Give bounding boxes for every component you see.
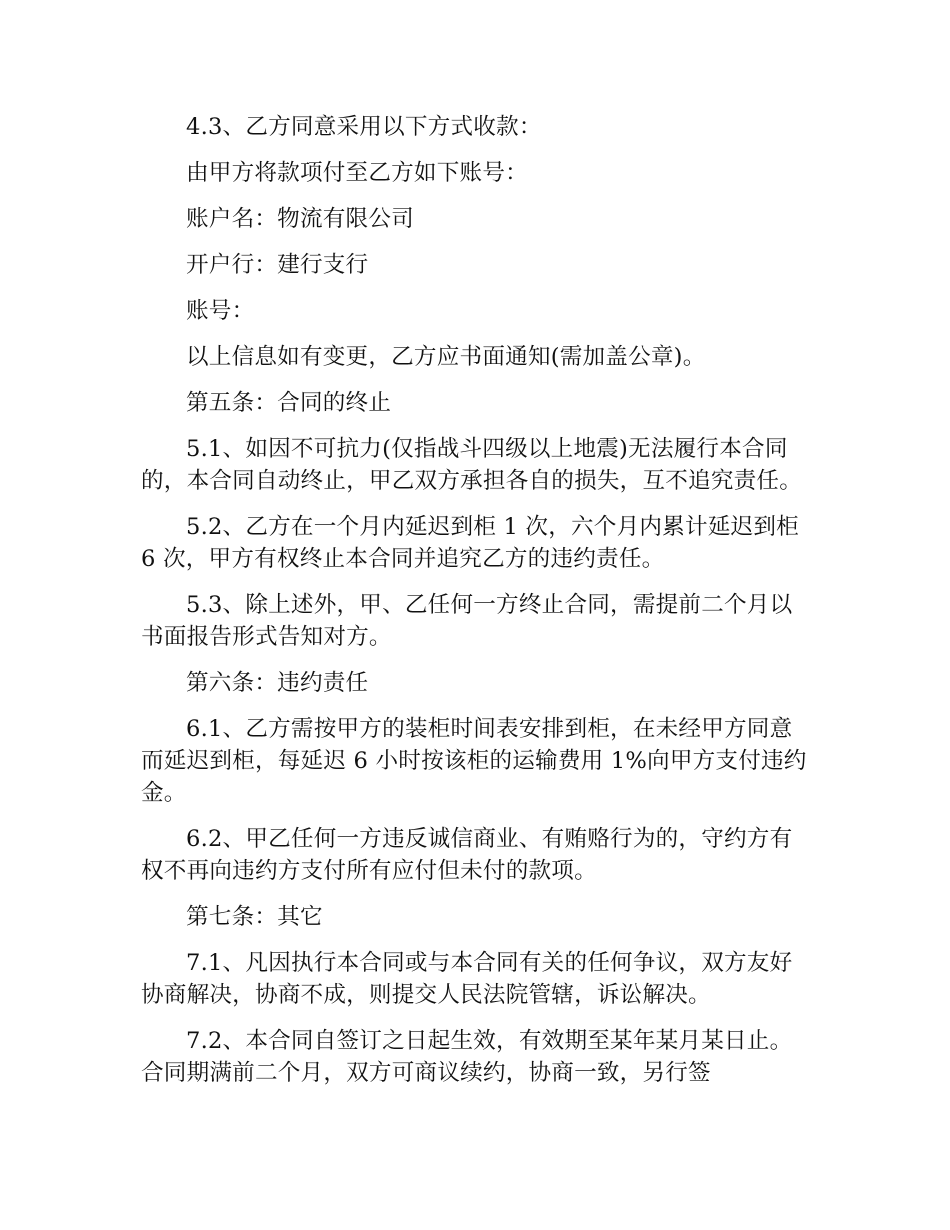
clause-4-3-heading: 4.3、乙方同意采用以下方式收款： [186, 114, 542, 140]
article-5-title: 第五条：合同的终止 [186, 390, 392, 416]
article-6-title: 第六条：违约责任 [186, 670, 369, 696]
clause-7-1: 7.1、凡因执行本合同或与本合同有关的任何争议，双方友好协商解决，协商不成，则提交人民法院管辖，诉讼解决。 [141, 950, 793, 1008]
clause-5-1: 5.1、如因不可抗力(仅指战斗四级以上地震)无法履行本合同的，本合同自动终止，甲乙双方承担各自的损失，互不追究责任。 [141, 436, 803, 494]
account-number: 账号： [186, 298, 255, 324]
article-7-title: 第七条：其它 [186, 904, 323, 930]
clause-6-2: 6.2、甲乙任何一方违反诚信商业、有贿赂行为的，守约方有权不再向违约方支付所有应付但未付的款项。 [141, 826, 793, 884]
clause-5-2: 5.2、乙方在一个月内延迟到柜 1 次，六个月内累计延迟到柜 6 次，甲方有权终止本合同并追究乙方的违约责任。 [141, 514, 799, 572]
clause-7-2: 7.2、本合同自签订之日起生效，有效期至某年某月某日止。合同期满前二个月，双方可商议续约，协商一致，另行签 [141, 1028, 793, 1086]
account-name: 账户名：物流有限公司 [186, 206, 414, 232]
bank-name: 开户行：建行支行 [186, 252, 369, 278]
document-body [141, 111, 813, 1103]
clause-6-1: 6.1、乙方需按甲方的装柜时间表安排到柜，在未经甲方同意而延迟到柜，每延迟 6 小时按该柜的运输费用 1%向甲方支付违约金。 [141, 716, 807, 806]
payment-instruction: 由甲方将款项付至乙方如下账号： [186, 160, 528, 186]
clause-5-3: 5.3、除上述外，甲、乙任何一方终止合同，需提前二个月以书面报告形式告知对方。 [141, 592, 793, 650]
change-notice: 以上信息如有变更，乙方应书面通知(需加盖公章)。 [186, 344, 706, 370]
